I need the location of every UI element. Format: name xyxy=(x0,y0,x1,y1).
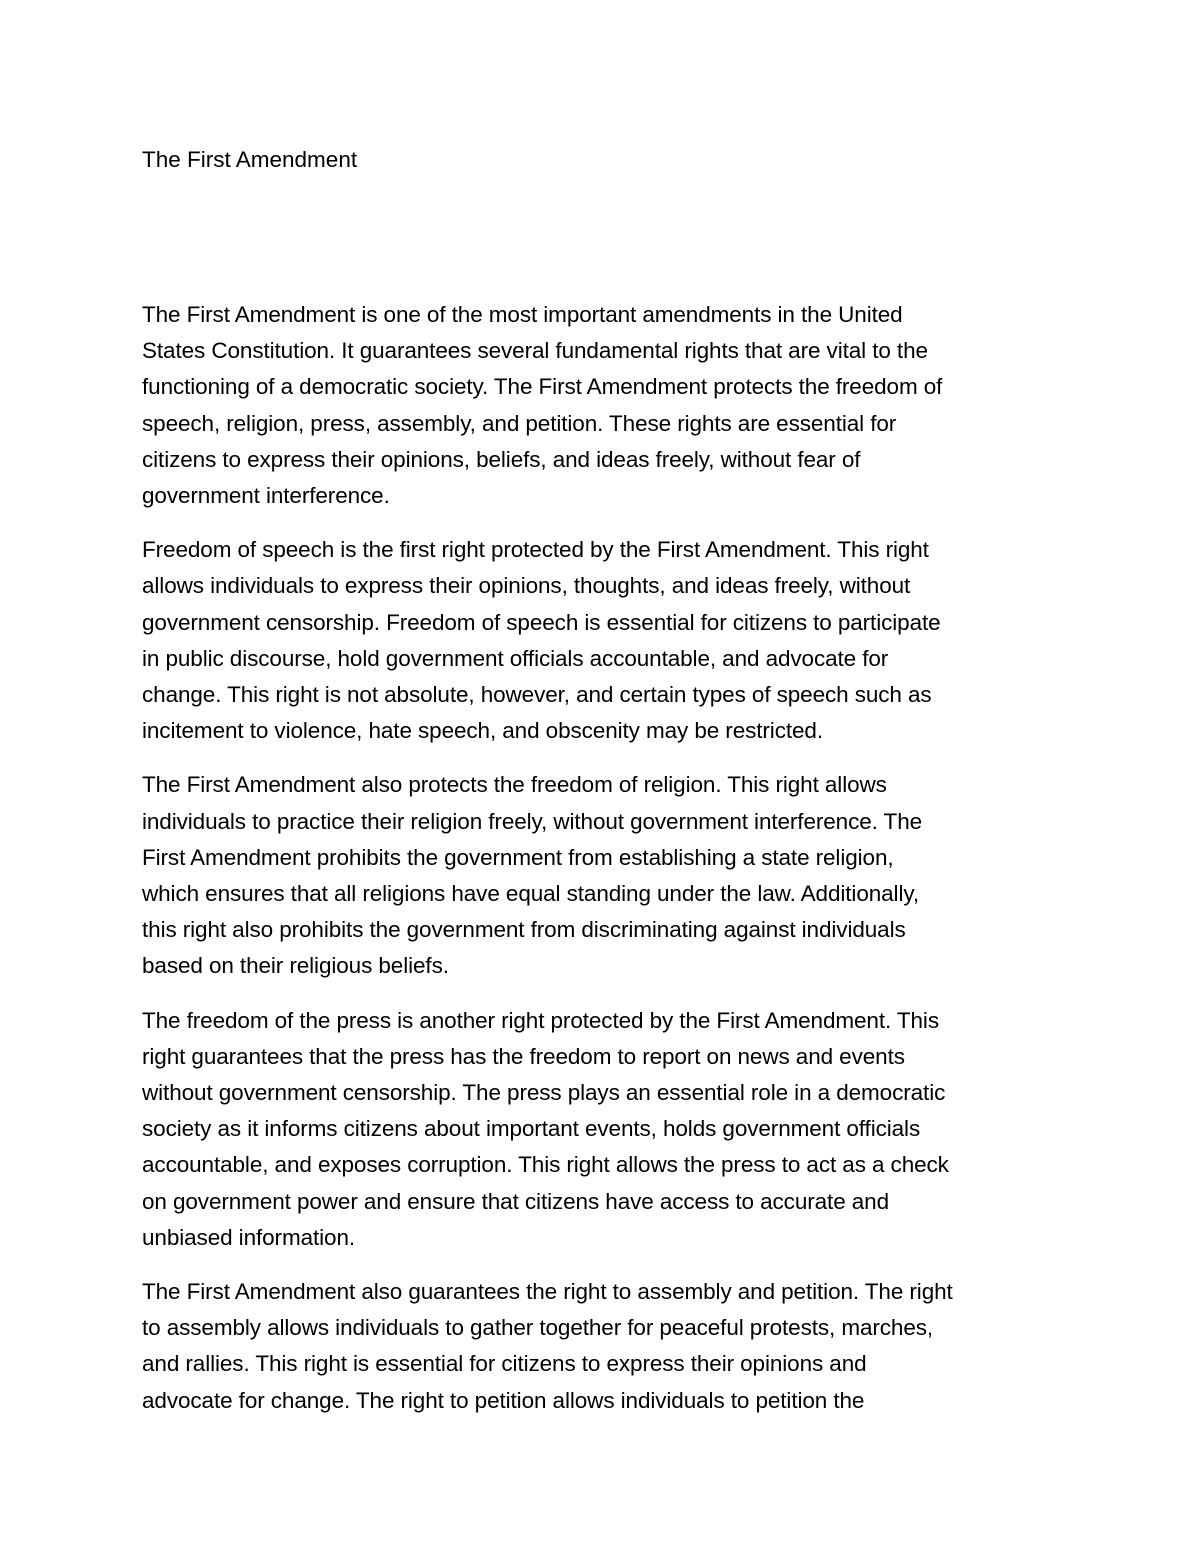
text-line: First Amendment prohibits the government from establishing a state religion, xyxy=(142,844,894,870)
text-line: which ensures that all religions have equal standing under the law. Additionally, xyxy=(142,881,919,907)
text-line: Freedom of speech is the first right protected by the First Amendment. This right xyxy=(142,537,929,563)
text-line: individuals to practice their religion freely, without government interference. The xyxy=(142,808,923,834)
text-line: on government power and ensure that citizens have access to accurate and xyxy=(142,1188,890,1214)
text-line: advocate for change. The right to petition allows individuals to petition the xyxy=(142,1387,865,1413)
text-line: The freedom of the press is another right protected by the First Amendment. This xyxy=(142,1007,939,1033)
text-line: functioning of a democratic society. The First Amendment protects the freedom of xyxy=(142,374,943,400)
paragraph-2 xyxy=(142,532,1072,749)
text-line: The First Amendment also guarantees the right to assembly and petition. The right xyxy=(142,1279,953,1305)
text-line: unbiased information. xyxy=(142,1224,356,1250)
text-line: in public discourse, hold government officials accountable, and advocate for xyxy=(142,645,889,671)
text-line: to assembly allows individuals to gather together for peaceful protests, marches, xyxy=(142,1315,934,1341)
text-line: right guarantees that the press has the freedom to report on news and events xyxy=(142,1043,905,1069)
text-line: States Constitution. It guarantees several fundamental rights that are vital to the xyxy=(142,338,928,364)
document-body xyxy=(142,297,1072,1437)
paragraph-4 xyxy=(142,1003,1072,1256)
text-line: based on their religious beliefs. xyxy=(142,953,449,979)
text-line: change. This right is not absolute, however, and certain types of speech such as xyxy=(142,682,932,708)
text-line: government interference. xyxy=(142,483,390,509)
text-line: without government censorship. The press plays an essential role in a democratic xyxy=(142,1080,946,1106)
text-line: speech, religion, press, assembly, and petition. These rights are essential for xyxy=(142,410,897,436)
text-line: citizens to express their opinions, beliefs, and ideas freely, without fear of xyxy=(142,446,861,472)
text-line: incitement to violence, hate speech, and obscenity may be restricted. xyxy=(142,718,823,744)
paragraph-3 xyxy=(142,767,1072,984)
text-line: allows individuals to express their opinions, thoughts, and ideas freely, without xyxy=(142,573,911,599)
text-line: accountable, and exposes corruption. This right allows the press to act as a check xyxy=(142,1152,949,1178)
document-title: The First Amendment xyxy=(142,147,358,172)
text-line: society as it informs citizens about important events, holds government officials xyxy=(142,1116,921,1142)
text-line: The First Amendment is one of the most important amendments in the United xyxy=(142,302,903,327)
text-line: and rallies. This right is essential for citizens to express their opinions and xyxy=(142,1351,867,1377)
text-line: The First Amendment also protects the freedom of religion. This right allows xyxy=(142,772,887,798)
paragraph-5 xyxy=(142,1274,1072,1419)
paragraph-1 xyxy=(142,297,1072,514)
text-line: government censorship. Freedom of speech is essential for citizens to participate xyxy=(142,609,941,635)
text-line: this right also prohibits the government from discriminating against individuals xyxy=(142,917,906,943)
